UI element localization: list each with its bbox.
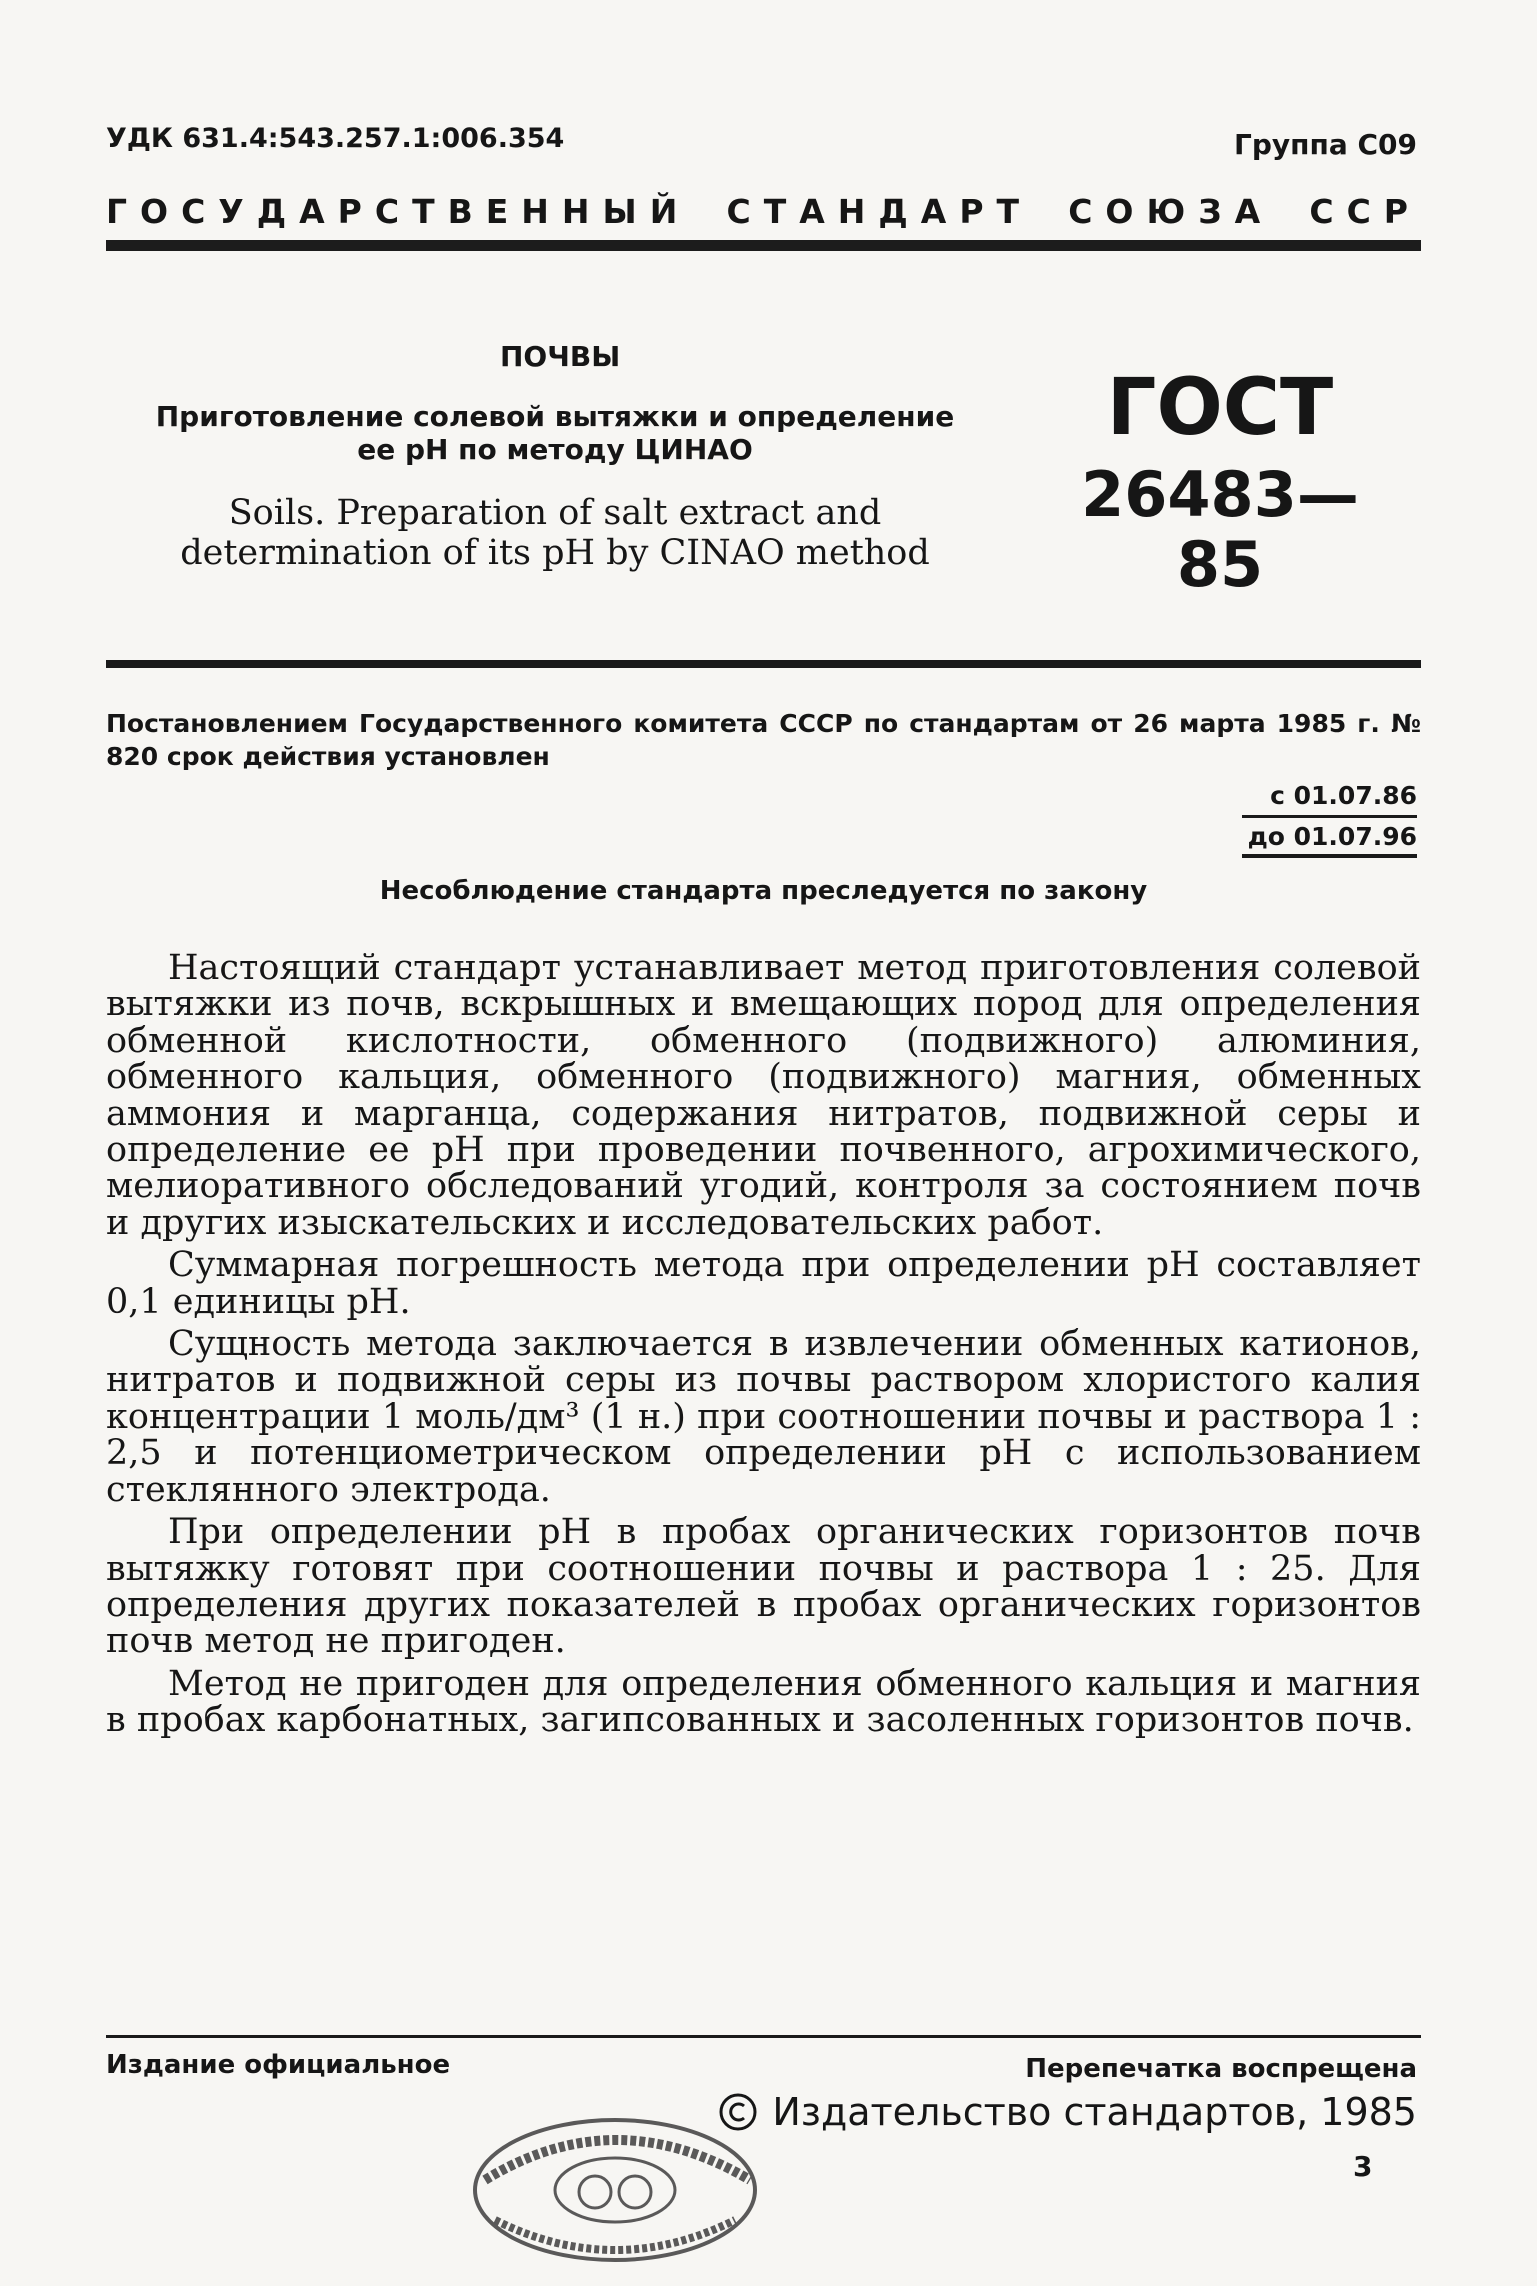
copyright-line	[718, 2090, 1417, 2134]
gost-label: ГОСТ	[1106, 363, 1334, 453]
paragraph-2: Суммарная погрешность метода при определении рН составляет 0,1 единицы рН.	[106, 1245, 1421, 1322]
heading-word-3: СОЮЗА	[1068, 192, 1274, 231]
valid-from: с 01.07.86	[1242, 779, 1417, 818]
library-stamp-icon	[465, 2110, 765, 2270]
footer-divider	[106, 2035, 1421, 2038]
paragraph-3: Сущность метода заключается в извлечении обменных катионов, нитратов и подвижной серы из почвы раствором хлористого калия концентрации 1 моль/дм³ (1 н.) при соотношении почвы и раствора 1 : 2,5 и потенциометрическом определении рН с использованием стеклянного электрода.	[106, 1324, 1421, 1510]
valid-to: до 01.07.96	[1242, 818, 1417, 858]
title-divider	[106, 660, 1421, 668]
decree-text: Постановлением Государственного комитета СССР по стандартам от 26 марта 1985 г. № 820 срок действия установлен	[106, 709, 1421, 771]
heading-word-2: СТАНДАРТ	[726, 192, 1033, 231]
topic-title: ПОЧВЫ	[500, 340, 621, 373]
paragraph-1: Настоящий стандарт устанавливает метод приготовления солевой вытяжки из почв, вскрышных и вмещающих пород для определения обменной кислотности, обменного (подвижного) алюминия, обменного кальция, обменного (подвижного) магния, обменных аммония и марганца, содержания нитратов, подвижной серы и определение ее рН при проведении почвенного, агрохимического, мелиоративного обследований угодий, контроля за состоянием почв и других изыскательских и исследовательских работ.	[106, 948, 1421, 1243]
group-code: Группа С09	[1234, 128, 1417, 161]
reprint-notice: Перепечатка воспрещена	[1025, 2054, 1417, 2084]
paragraph-4: При определении рН в пробах органических горизонтов почв вытяжку готовят при соотношении почвы и раствора 1 : 25. Для определения других показателей в пробах органических горизонтов почв метод не пригоден.	[106, 1512, 1421, 1662]
heading-word-4: ССР	[1309, 192, 1421, 231]
title-en-line-2: determination of its pH by CINAO method	[180, 533, 930, 573]
title-russian	[150, 400, 960, 466]
heading-word-1: ГОСУДАРСТВЕННЫЙ	[106, 192, 691, 231]
state-standard-heading	[106, 192, 1421, 231]
paragraph-5: Метод не пригоден для определения обменного кальция и магния в пробах карбонатных, загипсованных и засоленных горизонтов почв.	[106, 1663, 1421, 1741]
header-divider	[106, 240, 1421, 251]
copyright-text: Издательство стандартов, 1985	[772, 2090, 1417, 2134]
validity-dates	[1242, 779, 1417, 858]
page-number: 3	[1353, 2150, 1373, 2183]
title-ru-line-1: Приготовление солевой вытяжки и определение	[155, 400, 955, 433]
udk-code: УДК 631.4:543.257.1:006.354	[106, 123, 565, 154]
title-english	[150, 493, 960, 573]
gost-number: 26483—85	[1081, 458, 1359, 601]
title-ru-line-2: ее рН по методу ЦИНАО	[357, 433, 753, 466]
title-en-line-1: Soils. Preparation of salt extract and	[228, 493, 882, 533]
edition-label: Издание официальное	[106, 2050, 451, 2080]
law-notice: Несоблюдение стандарта преследуется по закону	[379, 876, 1148, 906]
body-text	[106, 950, 1421, 1745]
